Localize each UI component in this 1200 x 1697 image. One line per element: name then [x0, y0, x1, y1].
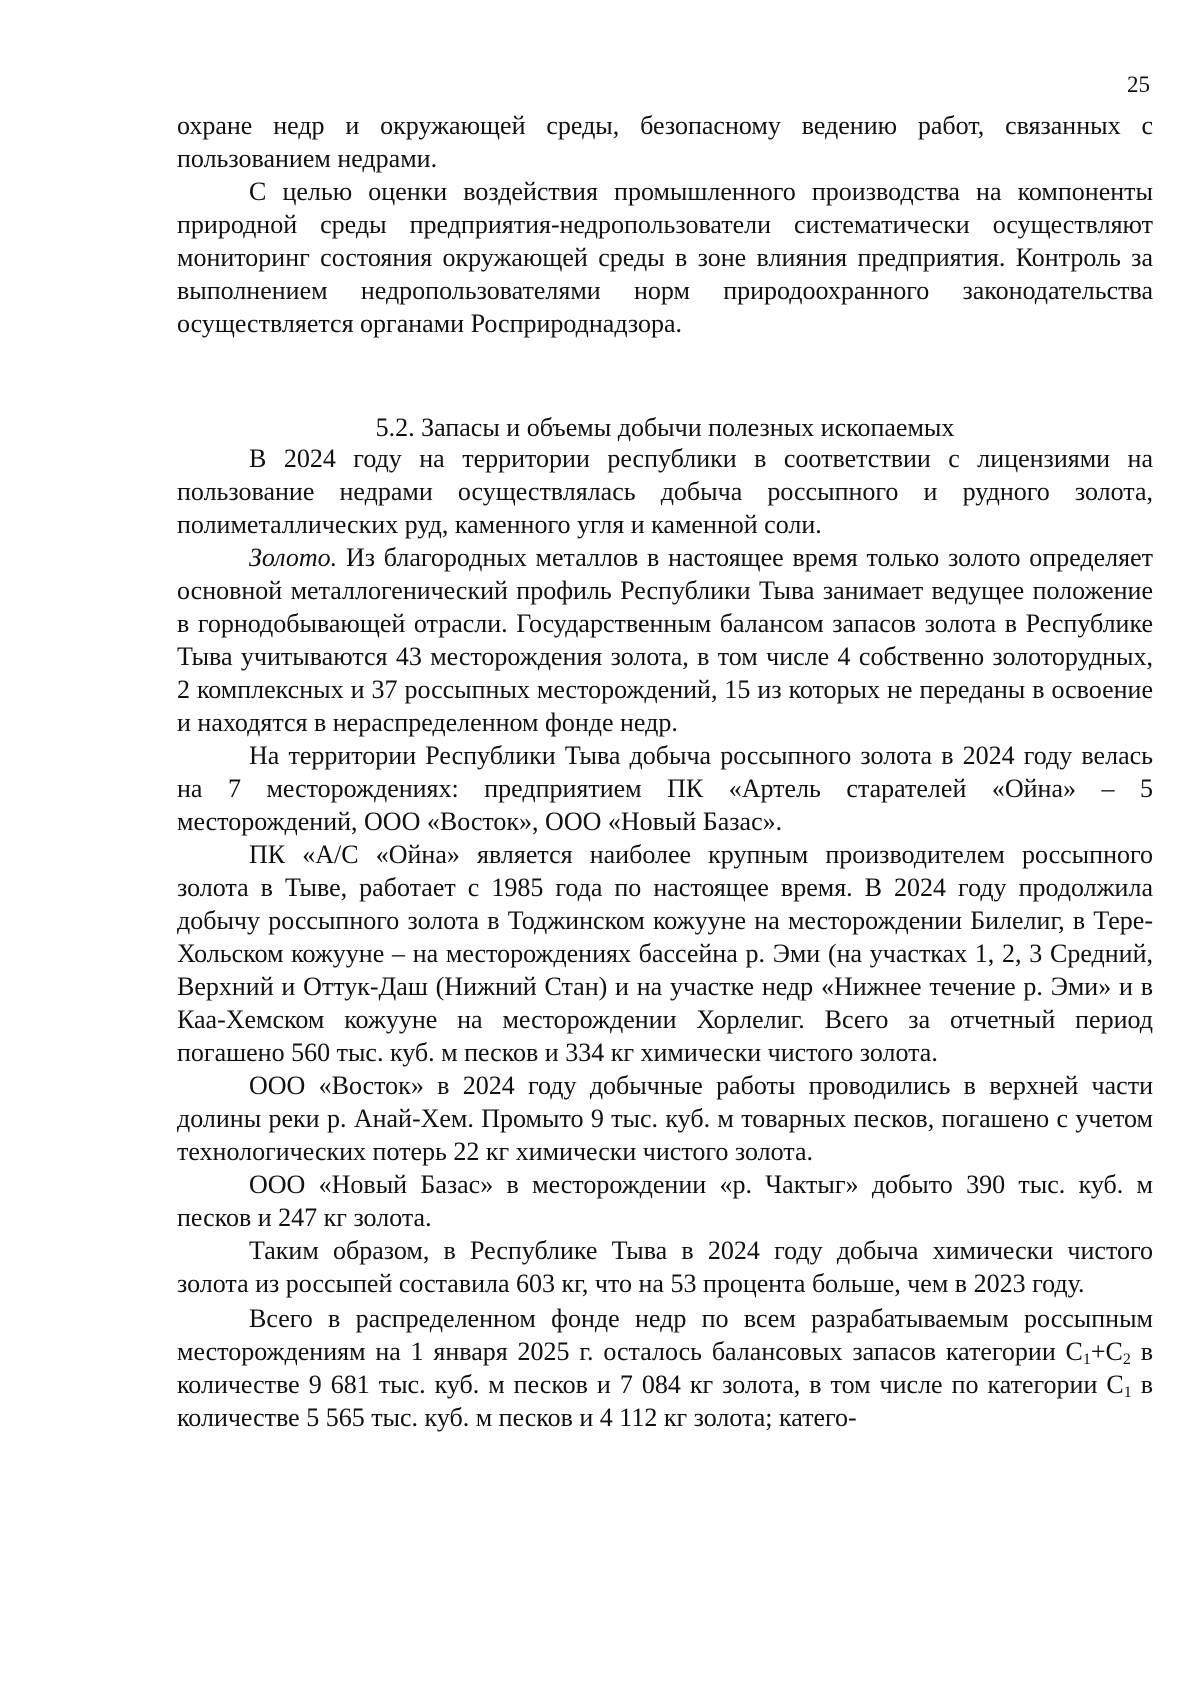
reserves-text-3: в количестве 5 565 тыс. куб. м песков и 4 112 кг золота; катего-	[177, 1370, 1153, 1432]
paragraph-vostok: ООО «Восток» в 2024 году добычные работы проводились в верхней части долины реки р. Анай-Хем. Промыто 9 тыс. куб. м товарных песков, погашено с учетом технологических потерь 22 кг химически чистого золота.	[177, 1071, 1153, 1166]
paragraph-summary: Таким образом, в Республике Тыва в 2024 году добыча химически чистого золота из россыпей составила 603 кг, что на 53 процента больше, чем в 2023 году.	[177, 1236, 1153, 1298]
gold-lead: Золото.	[249, 543, 338, 572]
gold-text: Из благородных металлов в настоящее время только золото определяет основной металлогенический профиль Республики Тыва занимает ведущее положение в горнодобывающей отрасли. Государственным балансом запасов золота в Республике Тыва учитываются 43 месторождения золота, в том числе 4 собственно золоторудных, 2 комплексных и 37 россыпных месторождений, 15 из которых не переданы в освоение и находятся в нераспределенном фонде недр.	[177, 543, 1153, 737]
main-text-block	[177, 442, 1153, 1434]
page-number: 25	[1127, 72, 1150, 97]
paragraph-reserves	[177, 1302, 1153, 1434]
section-heading: 5.2. Запасы и объемы добычи полезных ископаемых	[375, 413, 955, 442]
reserves-plus: +С	[1090, 1337, 1123, 1366]
top-text-block	[177, 109, 1153, 340]
paragraph-placer-mining: На территории Республики Тыва добыча россыпного золота в 2024 году велась на 7 месторождениях: предприятием ПК «Артель старателей «Ойна» – 5 месторождений, ООО «Восток», ООО «Новый Базас».	[177, 741, 1153, 836]
paragraph-continuation: охране недр и окружающей среды, безопасному ведению работ, связанных с пользованием недрами.	[177, 111, 1153, 173]
reserves-text-2: в количестве 9 681 тыс. куб. м песков и 7 084 кг золота, в том числе по категории С	[177, 1337, 1153, 1399]
paragraph-intro: В 2024 году на территории республики в соответствии с лицензиями на пользование недрами осуществлялась добыча россыпного и рудного золота, полиметаллических руд, каменного угля и каменной соли.	[177, 444, 1153, 539]
subscript-2: 2	[1122, 1351, 1131, 1368]
paragraph-novy-bazas: ООО «Новый Базас» в месторождении «р. Чактыг» добыто 390 тыс. куб. м песков и 247 кг золота.	[177, 1170, 1153, 1232]
paragraph-gold	[177, 541, 1153, 739]
subscript-3: 1	[1123, 1384, 1132, 1401]
reserves-text-1: Всего в распределенном фонде недр по всем разрабатываемым россыпным месторождениям на 1 января 2025 г. осталось балансовых запасов категории С	[177, 1304, 1153, 1366]
paragraph-monitoring: С целью оценки воздействия промышленного производства на компоненты природной среды предприятия-недропользователи систематически осуществляют мониторинг состояния окружающей среды в зоне влияния предприятия. Контроль за выполнением недропользователями норм природоохранного законодательства осуществляется органами Росприроднадзора.	[177, 177, 1153, 338]
subscript-1: 1	[1082, 1351, 1091, 1368]
paragraph-oina: ПК «А/С «Ойна» является наиболее крупным производителем россыпного золота в Тыве, работает с 1985 года по настоящее время. В 2024 году продолжила добычу россыпного золота в Тоджинском кожууне на месторождении Билелиг, в Тере-Хольском кожууне – на месторождениях бассейна р. Эми (на участках 1, 2, 3 Средний, Верхний и Оттук-Даш (Нижний Стан) и на участке недр «Нижнее течение р. Эми» и в Каа-Хемском кожууне на месторождении Хорлелиг. Всего за отчетный период погашено 560 тыс. куб. м песков и 334 кг химически чистого золота.	[177, 840, 1153, 1067]
